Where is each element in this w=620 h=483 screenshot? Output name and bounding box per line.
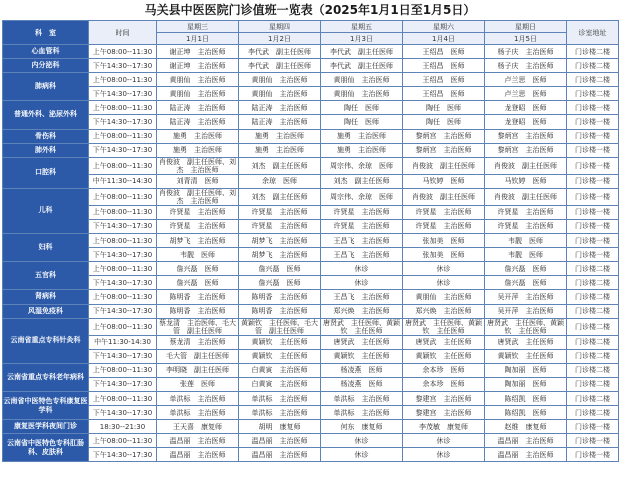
doctor-cell: 陶加丽 医师 bbox=[485, 363, 567, 377]
doctor-cell: 施勇 主治医师 bbox=[321, 143, 403, 157]
doctor-cell: 谢正坤 主治医师 bbox=[157, 45, 239, 59]
location-cell: 门诊楼二楼 bbox=[567, 290, 619, 304]
doctor-cell: 刘青清 医师 bbox=[157, 174, 239, 188]
doctor-cell: 单洪标 主治医师 bbox=[239, 391, 321, 405]
doctor-cell: 余琼 医师 bbox=[239, 174, 321, 188]
table-row bbox=[3, 406, 619, 420]
location-cell: 门诊楼二楼 bbox=[567, 349, 619, 363]
table-row bbox=[3, 129, 619, 143]
table-row bbox=[3, 391, 619, 405]
doctor-cell: 单洪标 主治医师 bbox=[157, 406, 239, 420]
doctor-cell: 陈绍凯 医师 bbox=[485, 391, 567, 405]
time-cell: 上午08:00--11:30 bbox=[89, 318, 157, 335]
doctor-cell: 陆正涛 主治医师 bbox=[157, 115, 239, 129]
doctor-cell: 许贤星 主治医师 bbox=[485, 219, 567, 233]
doctor-cell: 肖俊波 副主任医师 bbox=[485, 188, 567, 205]
doctor-cell: 休诊 bbox=[403, 448, 485, 462]
table-row bbox=[3, 276, 619, 290]
doctor-cell: 詹兴磊 医师 bbox=[485, 276, 567, 290]
table-row bbox=[3, 335, 619, 349]
doctor-cell: 休诊 bbox=[321, 276, 403, 290]
location-cell: 门诊楼二楼 bbox=[567, 391, 619, 405]
doctor-cell: 温昌丽 主治医师 bbox=[485, 448, 567, 462]
doctor-cell: 杨凌燕 医师 bbox=[321, 363, 403, 377]
doctor-cell: 黄颖钦 主任医师 bbox=[485, 349, 567, 363]
table-row bbox=[3, 45, 619, 59]
location-cell: 门诊楼二楼 bbox=[567, 335, 619, 349]
doctor-cell: 胡梦飞 主治医师 bbox=[157, 234, 239, 248]
doctor-cell: 龙登昭 医师 bbox=[485, 101, 567, 115]
doctor-cell: 黄朋仙 主治医师 bbox=[157, 73, 239, 87]
location-cell: 门诊楼一楼 bbox=[567, 234, 619, 248]
doctor-cell: 白黄寅 主治医师 bbox=[239, 363, 321, 377]
doctor-cell: 施勇 主治医师 bbox=[239, 143, 321, 157]
location-cell: 门诊楼一楼 bbox=[567, 129, 619, 143]
table-row bbox=[3, 349, 619, 363]
date-header: 1月2日 bbox=[239, 33, 321, 45]
doctor-cell: 韦靓 医师 bbox=[485, 248, 567, 262]
doctor-cell: 王绍昌 医师 bbox=[403, 45, 485, 59]
time-cell: 上午08:00--11:30 bbox=[89, 101, 157, 115]
dept-cell: 风湿免疫科 bbox=[3, 304, 89, 318]
dept-cell: 五官科 bbox=[3, 262, 89, 290]
time-cell: 上午08:00--11:30 bbox=[89, 157, 157, 174]
location-cell: 门诊楼一楼 bbox=[567, 219, 619, 233]
dept-cell: 普通外科、泌尿外科 bbox=[3, 101, 89, 129]
doctor-cell: 杨凌燕 医师 bbox=[321, 377, 403, 391]
table-row bbox=[3, 219, 619, 233]
doctor-cell: 王绍昌 医师 bbox=[403, 59, 485, 73]
table-row bbox=[3, 101, 619, 115]
time-cell: 上午08:00--11:30 bbox=[89, 188, 157, 205]
date-header: 1月1日 bbox=[157, 33, 239, 45]
doctor-cell: 陈明香 主治医师 bbox=[157, 290, 239, 304]
dept-cell: 内分泌科 bbox=[3, 59, 89, 73]
dept-cell: 儿科 bbox=[3, 188, 89, 233]
doctor-cell: 李代武 副主任医师 bbox=[239, 45, 321, 59]
doctor-cell: 许贤星 主治医师 bbox=[321, 205, 403, 219]
doctor-cell: 周宗伟、余琼 医师 bbox=[321, 188, 403, 205]
weekday-header: 星期三 bbox=[157, 21, 239, 33]
location-cell: 门诊楼二楼 bbox=[567, 45, 619, 59]
doctor-cell: 王天喜 康复师 bbox=[157, 420, 239, 434]
location-cell: 门诊楼二楼 bbox=[567, 73, 619, 87]
doctor-cell: 单洪标 主治医师 bbox=[321, 406, 403, 420]
table-row bbox=[3, 420, 619, 434]
doctor-cell: 肖俊波 副主任医师 bbox=[485, 157, 567, 174]
doctor-cell: 黄朋仙 主治医师 bbox=[239, 73, 321, 87]
doctor-cell: 温昌丽 主治医师 bbox=[239, 434, 321, 448]
doctor-cell: 杨子庆 主治医师 bbox=[485, 59, 567, 73]
table-row bbox=[3, 290, 619, 304]
time-cell: 上午08:00--11:30 bbox=[89, 234, 157, 248]
location-cell: 门诊楼一楼 bbox=[567, 420, 619, 434]
doctor-cell: 黄朋仙 主治医师 bbox=[239, 87, 321, 101]
doctor-cell: 施勇 主治医师 bbox=[321, 129, 403, 143]
doctor-cell: 施勇 主治医师 bbox=[157, 143, 239, 157]
table-row bbox=[3, 377, 619, 391]
doctor-cell: 黎炳宫 主治医师 bbox=[485, 143, 567, 157]
doctor-cell: 黄朋仙 主治医师 bbox=[157, 87, 239, 101]
table-row bbox=[3, 115, 619, 129]
doctor-cell: 李代武 副主任医师 bbox=[321, 45, 403, 59]
doctor-cell: 陈明香 主治医师 bbox=[157, 304, 239, 318]
doctor-cell: 黎炳宫 主治医师 bbox=[403, 143, 485, 157]
doctor-cell: 陶任 医师 bbox=[403, 115, 485, 129]
table-row bbox=[3, 234, 619, 248]
doctor-cell: 王昌飞 主治医师 bbox=[321, 290, 403, 304]
doctor-cell: 王昌飞 主治医师 bbox=[321, 248, 403, 262]
doctor-cell: 卢兰思 医师 bbox=[485, 87, 567, 101]
doctor-cell: 肖俊波 副主任医师 bbox=[403, 188, 485, 205]
location-cell: 门诊楼一楼 bbox=[567, 115, 619, 129]
dept-cell: 肺病科 bbox=[3, 73, 89, 101]
doctor-cell: 陶任 医师 bbox=[321, 115, 403, 129]
date-header: 1月4日 bbox=[403, 33, 485, 45]
doctor-cell: 施勇 主治医师 bbox=[239, 129, 321, 143]
doctor-cell: 陈明香 主治医师 bbox=[239, 304, 321, 318]
location-header: 诊室地址 bbox=[567, 21, 619, 45]
doctor-cell: 温昌丽 主治医师 bbox=[157, 448, 239, 462]
table-row bbox=[3, 248, 619, 262]
doctor-cell: 龙登昭 医师 bbox=[485, 115, 567, 129]
page-title: 马关县中医医院门诊值班一览表（2025年1月1日至1月5日） bbox=[144, 3, 476, 17]
time-cell: 下午14:30--17:30 bbox=[89, 248, 157, 262]
time-cell: 上午08:00--11:30 bbox=[89, 262, 157, 276]
location-cell: 门诊楼二楼 bbox=[567, 406, 619, 420]
doctor-cell: 黄朋仙 主治医师 bbox=[403, 290, 485, 304]
doctor-cell: 胡梦飞 主治医师 bbox=[239, 234, 321, 248]
doctor-cell: 吴开萍 主治医师 bbox=[485, 290, 567, 304]
location-cell: 门诊楼二楼 bbox=[567, 377, 619, 391]
doctor-cell: 陈明香 主治医师 bbox=[239, 290, 321, 304]
time-cell: 18:30--21:30 bbox=[89, 420, 157, 434]
time-cell: 下午14:30--17:30 bbox=[89, 349, 157, 363]
table-row bbox=[3, 87, 619, 101]
time-cell: 上午08:00--11:30 bbox=[89, 45, 157, 59]
dept-cell: 妇科 bbox=[3, 234, 89, 262]
time-cell: 上午08:00--11:30 bbox=[89, 73, 157, 87]
table-row bbox=[3, 59, 619, 73]
doctor-cell: 周宗伟、余琼 医师 bbox=[321, 157, 403, 174]
time-cell: 下午14:30--17:30 bbox=[89, 276, 157, 290]
doctor-cell: 黎建宫 主治医师 bbox=[403, 406, 485, 420]
doctor-cell: 詹兴磊 医师 bbox=[485, 262, 567, 276]
doctor-cell: 何东 康复师 bbox=[321, 420, 403, 434]
location-cell: 门诊楼一楼 bbox=[567, 248, 619, 262]
date-header: 1月3日 bbox=[321, 33, 403, 45]
doctor-cell: 许贤星 主治医师 bbox=[321, 219, 403, 233]
doctor-cell: 余本珍 医师 bbox=[403, 377, 485, 391]
doctor-cell: 许贤星 主治医师 bbox=[239, 205, 321, 219]
doctor-cell: 唐贤武 主任医师 bbox=[403, 335, 485, 349]
table-row bbox=[3, 143, 619, 157]
time-cell: 上午08:00--11:30 bbox=[89, 290, 157, 304]
doctor-cell: 詹兴磊 医师 bbox=[157, 262, 239, 276]
doctor-cell: 刘杰 副主任医师 bbox=[239, 188, 321, 205]
table-row bbox=[3, 73, 619, 87]
table-row bbox=[3, 434, 619, 448]
doctor-cell: 温昌丽 主治医师 bbox=[239, 448, 321, 462]
doctor-cell: 卢兰思 医师 bbox=[485, 73, 567, 87]
time-cell: 下午14:30--17:30 bbox=[89, 115, 157, 129]
doctor-cell: 郑兴焕 主治医师 bbox=[321, 304, 403, 318]
table-row bbox=[3, 318, 619, 335]
location-cell: 门诊楼二楼 bbox=[567, 363, 619, 377]
location-cell: 门诊楼一楼 bbox=[567, 174, 619, 188]
table-row bbox=[3, 174, 619, 188]
doctor-cell: 唐贤武 主任医师、黄颖钦 主任医师 bbox=[321, 318, 403, 335]
doctor-cell: 黎建宫 主治医师 bbox=[403, 391, 485, 405]
doctor-cell: 黄朋仙 主治医师 bbox=[321, 87, 403, 101]
location-cell: 门诊楼二楼 bbox=[567, 59, 619, 73]
location-cell: 门诊楼一楼 bbox=[567, 157, 619, 174]
doctor-cell: 许贤星 主治医师 bbox=[485, 205, 567, 219]
doctor-cell: 温昌丽 主治医师 bbox=[157, 434, 239, 448]
doctor-cell: 李茂敏 康复师 bbox=[403, 420, 485, 434]
doctor-cell: 休诊 bbox=[321, 262, 403, 276]
doctor-cell: 唐贤武 主任医师 bbox=[485, 335, 567, 349]
time-cell: 下午14:30--17:30 bbox=[89, 59, 157, 73]
time-cell: 中午11:30--14:30 bbox=[89, 174, 157, 188]
doctor-cell: 陆正涛 主治医师 bbox=[239, 101, 321, 115]
table-row bbox=[3, 363, 619, 377]
doctor-cell: 陶加丽 医师 bbox=[485, 377, 567, 391]
weekday-header: 星期五 bbox=[321, 21, 403, 33]
doctor-cell: 陶任 医师 bbox=[403, 101, 485, 115]
doctor-cell: 胡明 康复师 bbox=[239, 420, 321, 434]
doctor-cell: 余本珍 医师 bbox=[403, 363, 485, 377]
weekday-header: 星期六 bbox=[403, 21, 485, 33]
doctor-cell: 黄颖钦 主任医师 bbox=[403, 349, 485, 363]
doctor-cell: 许贤星 主治医师 bbox=[239, 219, 321, 233]
doctor-cell: 王昌飞 主治医师 bbox=[321, 234, 403, 248]
doctor-cell: 施勇 主治医师 bbox=[157, 129, 239, 143]
doctor-cell: 休诊 bbox=[403, 434, 485, 448]
doctor-cell: 张加美 医师 bbox=[403, 248, 485, 262]
doctor-cell: 黎炳宫 主治医师 bbox=[485, 129, 567, 143]
time-header: 时间 bbox=[89, 21, 157, 45]
doctor-cell: 黄朋仙 主治医师 bbox=[321, 73, 403, 87]
time-cell: 上午08:00--11:30 bbox=[89, 129, 157, 143]
doctor-cell: 王绍昌 医师 bbox=[403, 87, 485, 101]
doctor-cell: 李代武 副主任医师 bbox=[321, 59, 403, 73]
doctor-cell: 赵维 康复师 bbox=[485, 420, 567, 434]
dept-cell: 云南省重点专科针灸科 bbox=[3, 318, 89, 363]
doctor-cell: 黄颖钦 主任医师 bbox=[321, 349, 403, 363]
dept-cell: 云南省重点专科老年病科 bbox=[3, 363, 89, 391]
dept-cell: 肺外科 bbox=[3, 143, 89, 157]
location-cell: 门诊楼一楼 bbox=[567, 205, 619, 219]
doctor-cell: 张加美 医师 bbox=[403, 234, 485, 248]
doctor-cell: 许贤星 主治医师 bbox=[403, 205, 485, 219]
weekday-header: 星期四 bbox=[239, 21, 321, 33]
time-cell: 下午14:30--17:30 bbox=[89, 448, 157, 462]
location-cell: 门诊楼二楼 bbox=[567, 276, 619, 290]
time-cell: 上午08:00--11:30 bbox=[89, 363, 157, 377]
time-cell: 中午11:30-14:30 bbox=[89, 335, 157, 349]
time-cell: 下午14:30--17:30 bbox=[89, 87, 157, 101]
location-cell: 门诊楼一楼 bbox=[567, 448, 619, 462]
doctor-cell: 黎炳宫 主治医师 bbox=[403, 129, 485, 143]
doctor-cell: 陶任 医师 bbox=[321, 101, 403, 115]
doctor-cell: 肖俊波 副主任医师 bbox=[403, 157, 485, 174]
doctor-cell: 黄颖钦 主任医师 bbox=[239, 349, 321, 363]
location-cell: 门诊楼二楼 bbox=[567, 87, 619, 101]
dept-cell: 云南省中医特色专科康复医学科 bbox=[3, 391, 89, 419]
doctor-cell: 肖俊波 副主任医师、刘杰 主治医师 bbox=[157, 188, 239, 205]
doctor-cell: 单洪标 主治医师 bbox=[239, 406, 321, 420]
doctor-cell: 杨子庆 主治医师 bbox=[485, 45, 567, 59]
doctor-cell: 陈绍凯 医师 bbox=[485, 406, 567, 420]
doctor-cell: 唐贤武 主任医师、黄颖钦 主任医师 bbox=[485, 318, 567, 335]
schedule-table bbox=[2, 20, 619, 462]
doctor-cell: 黄颖钦 主任医师、毛大管 副主任医师 bbox=[239, 318, 321, 335]
dept-cell: 云南省中医特色专科肛肠科、皮肤科 bbox=[3, 434, 89, 462]
dept-cell: 口腔科 bbox=[3, 157, 89, 188]
location-cell: 门诊楼一楼 bbox=[567, 188, 619, 205]
dept-cell: 肾病科 bbox=[3, 290, 89, 304]
table-row bbox=[3, 188, 619, 205]
doctor-cell: 许贤星 主治医师 bbox=[403, 219, 485, 233]
doctor-cell: 詹兴磊 医师 bbox=[239, 262, 321, 276]
time-cell: 下午14:30--17:30 bbox=[89, 406, 157, 420]
time-cell: 上午08:00--11:30 bbox=[89, 205, 157, 219]
doctor-cell: 单洪标 主治医师 bbox=[157, 391, 239, 405]
doctor-cell: 毛大管 副主任医师 bbox=[157, 349, 239, 363]
dept-header: 科 室 bbox=[3, 21, 89, 45]
header-row-weekdays bbox=[3, 21, 619, 33]
doctor-cell: 陆正涛 主治医师 bbox=[239, 115, 321, 129]
doctor-cell: 陆正涛 主治医师 bbox=[157, 101, 239, 115]
schedule-body bbox=[3, 45, 619, 462]
doctor-cell: 许贤星 主治医师 bbox=[157, 219, 239, 233]
location-cell: 门诊楼一楼 bbox=[567, 143, 619, 157]
dept-cell: 康复医学科夜间门诊 bbox=[3, 420, 89, 434]
doctor-cell: 胡梦飞 主治医师 bbox=[239, 248, 321, 262]
location-cell: 门诊楼二楼 bbox=[567, 262, 619, 276]
doctor-cell: 蔡龙清 主治医师、毛大管 副主任医师 bbox=[157, 318, 239, 335]
location-cell: 门诊楼一楼 bbox=[567, 101, 619, 115]
doctor-cell: 吴开萍 主治医师 bbox=[485, 304, 567, 318]
doctor-cell: 张莲 医师 bbox=[157, 377, 239, 391]
time-cell: 下午14:30--17:30 bbox=[89, 143, 157, 157]
location-cell: 门诊楼二楼 bbox=[567, 304, 619, 318]
date-header: 1月5日 bbox=[485, 33, 567, 45]
doctor-cell: 刘杰 副主任医师 bbox=[239, 157, 321, 174]
doctor-cell: 休诊 bbox=[321, 434, 403, 448]
doctor-cell: 蔡龙清 主治医师 bbox=[157, 335, 239, 349]
time-cell: 下午14:30--17:30 bbox=[89, 377, 157, 391]
doctor-cell: 马钦婷 医师 bbox=[403, 174, 485, 188]
doctor-cell: 韦靓 医师 bbox=[485, 234, 567, 248]
doctor-cell: 肖俊波 副主任医师、刘杰 主治医师 bbox=[157, 157, 239, 174]
table-row bbox=[3, 448, 619, 462]
doctor-cell: 李明晓 副主任医师 bbox=[157, 363, 239, 377]
doctor-cell: 詹兴磊 医师 bbox=[239, 276, 321, 290]
time-cell: 上午08:00--11:30 bbox=[89, 391, 157, 405]
doctor-cell: 刘杰 副主任医师 bbox=[321, 174, 403, 188]
doctor-cell: 黄颖钦 主任医师 bbox=[239, 335, 321, 349]
time-cell: 上午08:00--11:30 bbox=[89, 434, 157, 448]
location-cell: 门诊楼二楼 bbox=[567, 318, 619, 335]
doctor-cell: 谢正坤 主治医师 bbox=[157, 59, 239, 73]
doctor-cell: 李代武 副主任医师 bbox=[239, 59, 321, 73]
table-row bbox=[3, 304, 619, 318]
table-row bbox=[3, 205, 619, 219]
doctor-cell: 白黄寅 主治医师 bbox=[239, 377, 321, 391]
doctor-cell: 许贤星 主治医师 bbox=[157, 205, 239, 219]
doctor-cell: 韦靓 医师 bbox=[157, 248, 239, 262]
doctor-cell: 唐贤武 主任医师 bbox=[321, 335, 403, 349]
dept-cell: 心血管科 bbox=[3, 45, 89, 59]
doctor-cell: 詹兴磊 医师 bbox=[157, 276, 239, 290]
table-row bbox=[3, 157, 619, 174]
time-cell: 下午14:30--17:30 bbox=[89, 219, 157, 233]
doctor-cell: 王绍昌 医师 bbox=[403, 73, 485, 87]
doctor-cell: 温昌丽 主治医师 bbox=[485, 434, 567, 448]
doctor-cell: 马钦婷 医师 bbox=[485, 174, 567, 188]
dept-cell: 骨伤科 bbox=[3, 129, 89, 143]
doctor-cell: 休诊 bbox=[403, 276, 485, 290]
location-cell: 门诊楼一楼 bbox=[567, 434, 619, 448]
time-cell: 下午14:30--17:30 bbox=[89, 304, 157, 318]
weekday-header: 星期日 bbox=[485, 21, 567, 33]
doctor-cell: 休诊 bbox=[403, 262, 485, 276]
table-row bbox=[3, 262, 619, 276]
doctor-cell: 郑兴焕 主治医师 bbox=[403, 304, 485, 318]
doctor-cell: 休诊 bbox=[321, 448, 403, 462]
doctor-cell: 唐贤武 主任医师、黄颖钦 主任医师 bbox=[403, 318, 485, 335]
doctor-cell: 单洪标 主治医师 bbox=[321, 391, 403, 405]
